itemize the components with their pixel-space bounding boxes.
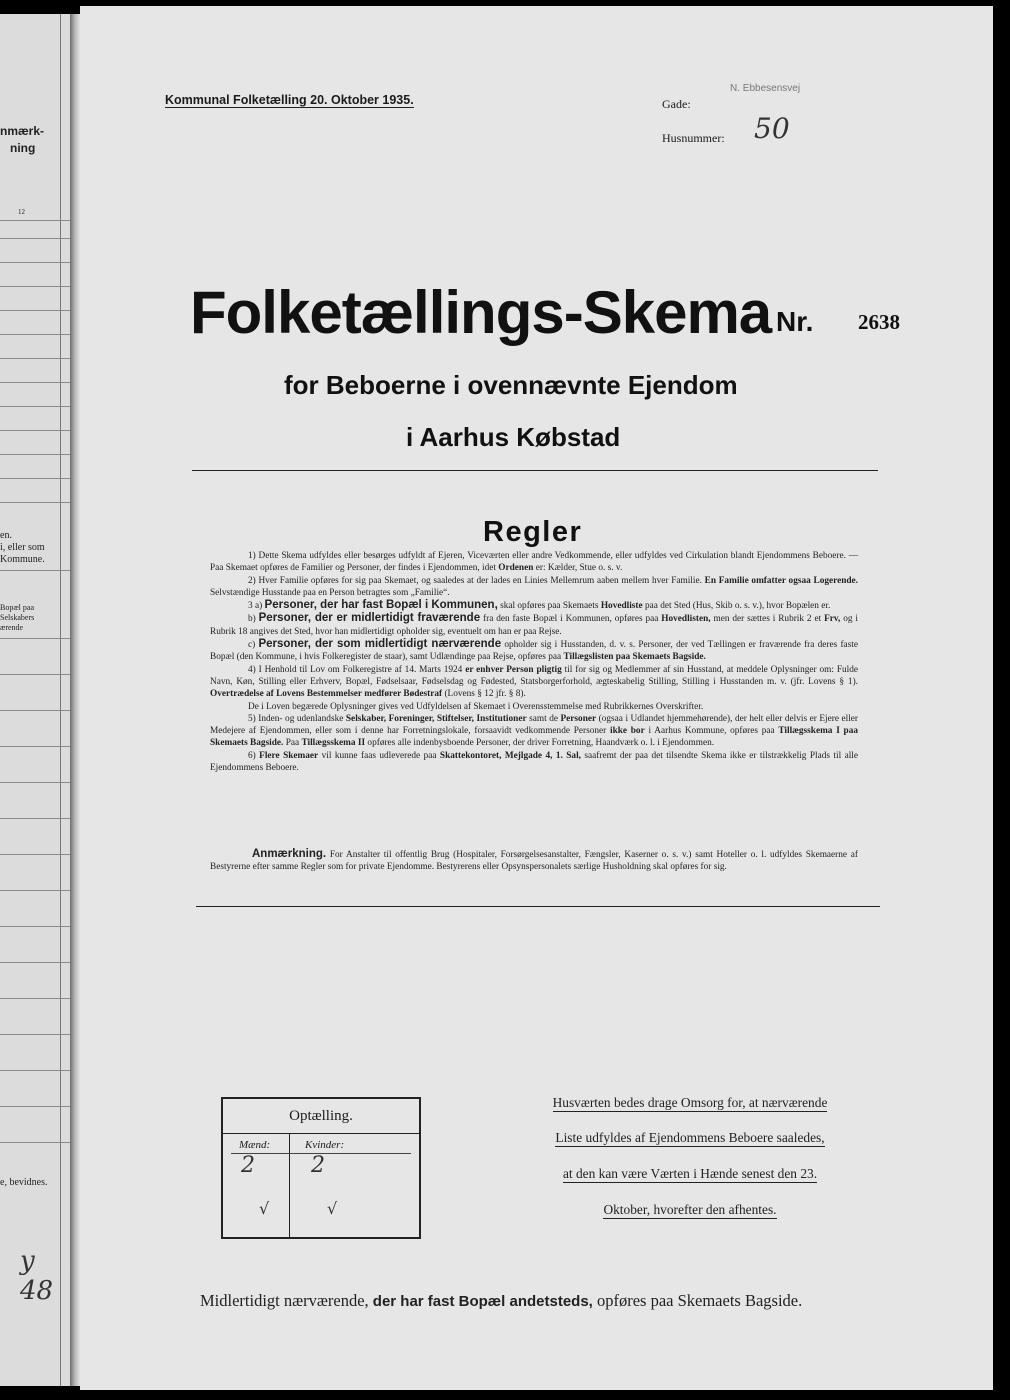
gade-label: Gade: — [662, 97, 691, 111]
count-men-check: √ — [259, 1199, 270, 1218]
form-subtitle-1: for Beboerne i ovennævnte Ejendom — [284, 370, 738, 400]
rule-3b: b) Personer, der er midlertidigt fraværende fra den faste Bopæl i Kommunen, opføres paa Hovedlisten, men der sættes i Rubrik 2 et Frv, og i Rubrik 18 angives det Sted, hvor han midlertidigt opholder sig, eventuelt om han er paa Rejse. — [210, 612, 859, 637]
facing-text-6: ærende — [0, 623, 24, 632]
book-fold — [70, 14, 80, 1386]
husnummer-label: Husnummer: — [662, 131, 725, 145]
footer-note: Midlertidigt nærværende, der har fast Bopæl andetsteds, opføres paa Skemaets Bagside. — [200, 1291, 803, 1310]
facing-text-5: Selskabers — [0, 613, 35, 622]
notice-line-1: Husværten bedes drage Omsorg for, at nærværende — [552, 1095, 828, 1110]
notice-line-3: at den kan være Værten i Hænde senest den 23. — [562, 1166, 818, 1181]
facing-col-number: 12 — [18, 208, 25, 216]
form-subtitle-2: i Aarhus Købstad — [406, 422, 621, 452]
facing-text-1: en. — [0, 530, 12, 541]
rule-3c: c) Personer, der som midlertidigt nærværende opholder sig i Husstanden, d. v. s. Personer, der ved Tællingen er fraværende fra deres faste Bopæl (den Kommune, i hvis Folkeregister de staar), samt Udlændinge paa Rejse, opføres paa Tillægslisten paa Skemaets Bagside. — [210, 638, 859, 663]
count-box-title: Optælling. — [223, 1099, 419, 1134]
count-box — [221, 1097, 421, 1239]
census-line: Kommunal Folketælling 20. Oktober 1935. — [165, 93, 414, 107]
gade-value: N. Ebbesensvej — [730, 83, 801, 94]
facing-handwriting: y 48 — [20, 1246, 54, 1306]
notice-line-4: Oktober, hvorefter den afhentes. — [603, 1202, 777, 1217]
rule-1: 1) Dette Skema udfyldes eller besørges udfyldt af Ejeren, Viceværten eller andre Vedkommende, eller udfyldes ved Cirkulation blandt Ejendommens Beboere. — Paa Skemaet opføres de Familier og Personer, der findes i Ejendommen, idet Ordenen er: Kælder, Stue o. s. v. — [210, 551, 858, 574]
form-title: Folketællings-Skema — [190, 279, 772, 346]
form-nr-label: Nr. — [776, 306, 814, 337]
anmaerkning-text: For Anstalter til offentlig Brug (Hospitaler, Forsørgelsesanstalter, Fængsler, Kaserner o. s. v.) samt Hoteller o. l. udfyldes Skemaerne af Bestyrerne efter samme Regler som for private Ejendomme. Bestyrerens eller Opsynspersonalets særlige Husholdning skal opføres for sig. — [210, 850, 859, 873]
anmaerkning — [210, 848, 858, 874]
count-women-value: 2 — [311, 1153, 325, 1178]
divider-bottom — [196, 906, 880, 907]
divider-top — [192, 470, 878, 471]
facing-text-7: e, bevidnes. — [0, 1177, 48, 1188]
facing-text-3: Kommune. — [0, 554, 45, 565]
anmaerkning-label: Anmærkning. — [252, 848, 327, 860]
facing-page — [0, 14, 70, 1386]
facing-text-4: Bopæl paa — [0, 603, 34, 612]
facing-col-header-1: nmærk- — [0, 124, 45, 138]
rule-4b: De i Loven begærede Oplysninger gives ved Udfyldelsen af Skemaet i Overensstemmelse med Rubrikkernes Overskrifter. — [248, 701, 704, 712]
facing-text-2: i, eller som — [0, 542, 45, 553]
rules-heading: Regler — [483, 516, 583, 548]
rule-2: 2) Hver Familie opføres for sig paa Skemaet, og saaledes at der lades en Linies Mellemrum aaben mellem hver Familie. En Familie omfatter ogsaa Logerende. Selvstændige Husstande paa en Person betragtes som „Familie“. — [210, 575, 858, 598]
rule-3a: 3 a) Personer, der har fast Bopæl i Kommunen, skal opføres paa Skemaets Hovedliste paa det Sted (Hus, Skib o. s. v.), hvor Bopælen er. — [248, 599, 831, 612]
rule-6: 6) Flere Skemaer vil kunne faas udleverede paa Skattekontoret, Mejlgade 4, 1. Sal, saafremt der paa det tilsendte Skema ikke er tilstrækkelig Plads til alle Ejendommens Beboere. — [210, 750, 858, 774]
count-men-value: 2 — [241, 1153, 255, 1178]
count-women-check: √ — [327, 1199, 338, 1218]
rule-5: 5) Inden- og udenlandske Selskaber, Foreninger, Stiftelser, Institutioner samt de Personer (ogsaa i Udlandet hjemmehørende), der helt eller delvis er Ejere eller Medejere af Ejendommen, eller som i denne har Forretningslokale, forsaavidt vedkommende Personer ikke bor i Aarhus Kommune, opføres paa Tillægsskema I paa Skemaets Bagside. Paa Tillægsskema II opføres alle indenbysboende Personer, der driver Forretning, Haandværk o. l. i Ejendommen. — [210, 713, 859, 749]
form-number: 2638 — [858, 310, 900, 334]
husnummer-value: 50 — [754, 112, 790, 145]
count-box-divider — [289, 1133, 290, 1237]
rules-text — [210, 550, 858, 774]
rule-4: 4) I Henhold til Lov om Folkeregistre af 14. Marts 1924 er enhver Person pligtig til for sig og Medlemmer af sin Husstand, at meddele Oplysninger om: Fulde Navn, Køn, Stilling eller Erhverv, Bopæl, Fødselsaar, Fødselsdag og Fødested, Statsborgerforhold, ægteskabelig Stilling, Stilling i Husstanden m. v. (jfr. Lovens § 1). Overtrædelse af Lovens Bestemmelser medfører Bødestraf (Lovens § 12 jfr. § 8). — [210, 664, 859, 700]
census-form-page — [80, 6, 993, 1390]
facing-col-header-2: ning — [10, 141, 36, 155]
notice-line-2: Liste udfyldes af Ejendommens Beboere saaledes, — [555, 1130, 825, 1145]
count-col-men: Mænd: — [239, 1139, 271, 1151]
count-col-women: Kvinder: — [305, 1139, 345, 1151]
